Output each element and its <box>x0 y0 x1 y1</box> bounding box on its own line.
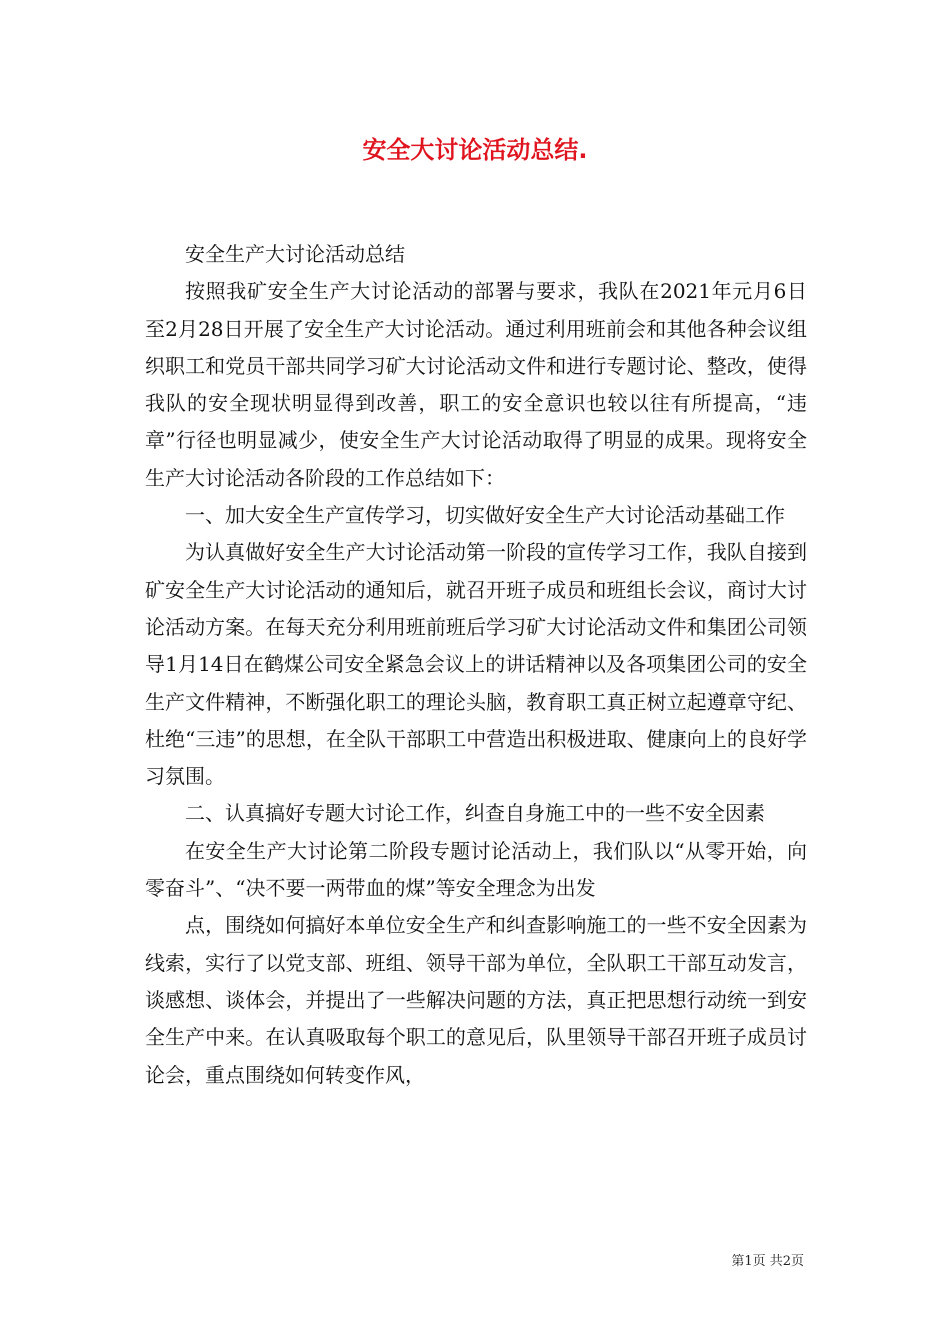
document-title: 安全大讨论活动总结. <box>362 136 588 164</box>
section-heading-1: 一、加大安全生产宣传学习，切实做好安全生产大讨论活动基础工作 <box>185 503 785 528</box>
subtitle-paragraph: 安全生产大讨论活动总结 <box>185 242 405 266</box>
page-footer <box>731 1250 804 1269</box>
page-number-label: 第1页 共2页 <box>731 1254 804 1269</box>
section-heading-2: 二、认真搞好专题大讨论工作，纠查自身施工中的一些不安全因素 <box>185 801 765 826</box>
section-1-paragraph: 为认真做好安全生产大讨论活动第一阶段的宣传学习工作，我队自接到矿安全生产大讨论活动的通知后，就召开班子成员和班组长会议，商讨大讨论活动方案。在每天充分利用班前班后学习矿大讨论活动文件和集团公司领导1月14日在鹤煤公司安全紧急会议上的讲话精神以及各项集团公司的安全生产文件精神，不断强化职工的理论头脑，教育职工真正树立起遵章守纪、杜绝“三违”的思想，在全队干部职工中营造出积极进取、健康向上的良好学习氛围。 <box>145 540 807 789</box>
section-2-paragraph: 在安全生产大讨论第二阶段专题讨论活动上，我们队以“从零开始，向零奋斗”、“决不要一两带血的煤”等安全理念为出发 <box>145 838 807 901</box>
intro-paragraph: 按照我矿安全生产大讨论活动的部署与要求，我队在2021年元月6日至2月28日开展了安全生产大讨论活动。通过利用班前会和其他各种会议组织职工和党员干部共同学习矿大讨论活动文件和进行专题讨论、整改，使得我队的安全现状明显得到改善，职工的安全意识也较以往有所提高，“违章”行径也明显减少，使安全生产大讨论活动取得了明显的成果。现将安全生产大讨论活动各阶段的工作总结如下： <box>145 279 807 490</box>
document-body <box>145 236 807 1094</box>
section-2-paragraph-continued: 点，围绕如何搞好本单位安全生产和纠查影响施工的一些不安全因素为线索，实行了以党支部、班组、领导干部为单位，全队职工干部互动发言，谈感想、谈体会，并提出了一些解决问题的方法，真正把思想行动统一到安全生产中来。在认真吸取每个职工的意见后，队里领导干部召开班子成员讨论会，重点围绕如何转变作风， <box>145 913 807 1087</box>
